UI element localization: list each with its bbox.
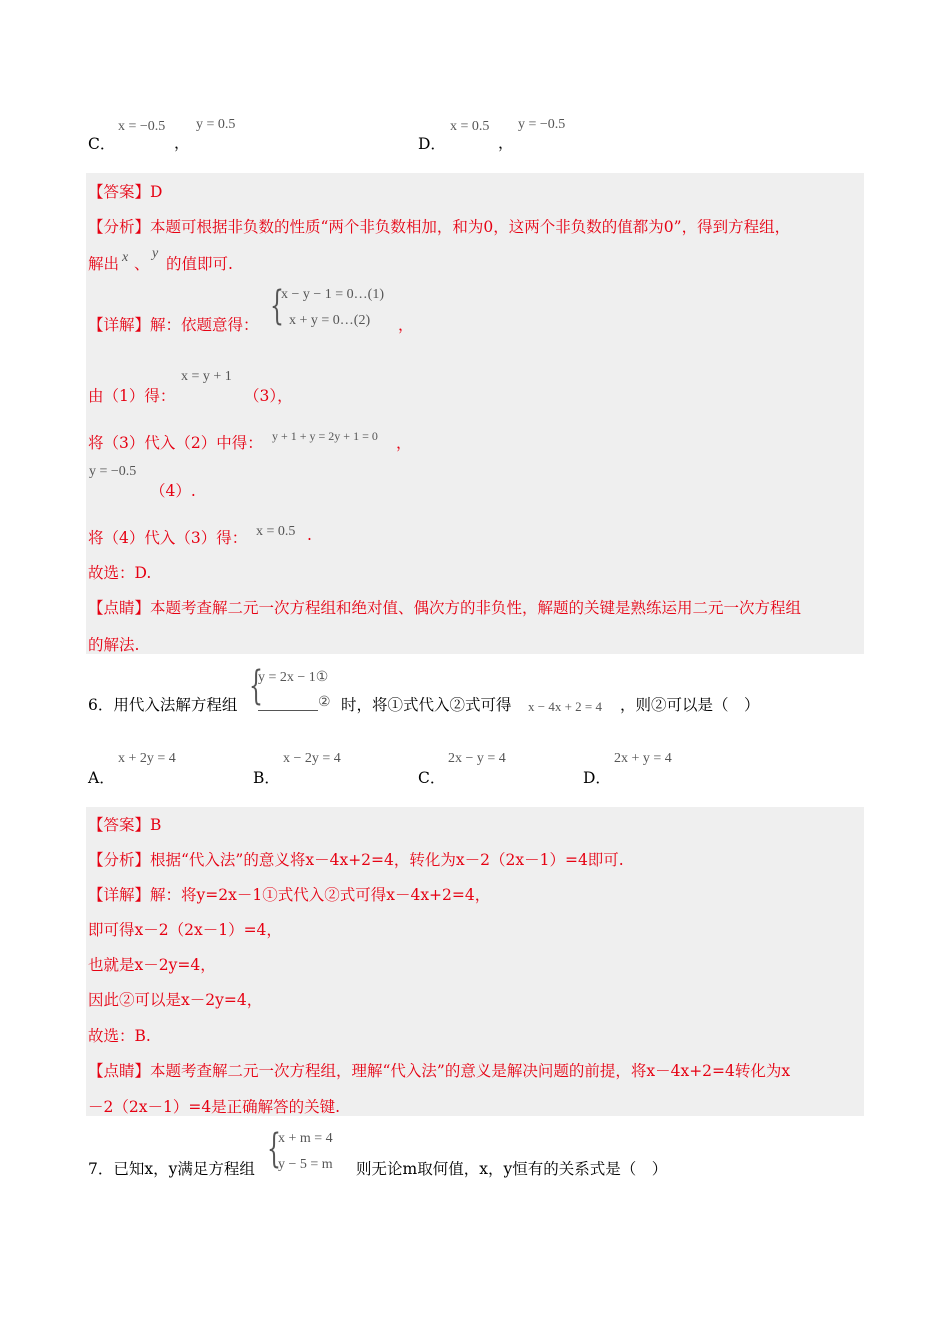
q5-step1-pre: 由（1）得：: [88, 387, 176, 405]
option-d-sep: ，: [498, 134, 514, 152]
q5-step1-post: （3），: [244, 387, 293, 405]
q6-option-d-math: 2x + y = 4: [614, 751, 672, 766]
q5-analysis-y: y: [152, 246, 159, 261]
q6-comment-line1: 【点睛】本题考查解二元一次方程组，理解“代入法”的意义是解决问题的前提，将x－4x+2=4转化为x: [88, 1062, 791, 1080]
q5-system-post: ，: [398, 316, 414, 334]
q7-system-eq2: y − 5 = m: [278, 1157, 333, 1172]
q5-detail-label: 【详解】解：依题意得：: [88, 316, 259, 334]
q5-step3-post: （4）.: [150, 482, 196, 500]
q5-step4-pre: 将（4）代入（3）得：: [88, 529, 248, 547]
q6-system-brace: {: [249, 663, 263, 709]
q6-option-a-label: A．: [88, 769, 115, 787]
q5-analysis-line2-post: 的值即可.: [166, 255, 233, 273]
q5-step2-math: y + 1 + y = 2y + 1 = 0: [272, 429, 378, 443]
q6-stem-post: ，则②可以是（ ）: [620, 696, 760, 714]
q6-stem-mid: 时，将①式代入②式可得: [341, 696, 512, 714]
q5-system-eq1: x − y − 1 = 0…(1): [281, 287, 385, 302]
q5-system-brace: {: [270, 283, 284, 329]
q6-detail4: 因此②可以是x－2y=4，: [88, 991, 263, 1009]
q5-step3-math: y = −0.5: [89, 464, 137, 479]
q7-stem-post: 则无论m取何值，x，y恒有的关系式是（ ）: [356, 1160, 668, 1178]
option-d-y: y = −0.5: [518, 117, 566, 132]
q5-step1-math: x = y + 1: [181, 369, 232, 384]
option-d-label: D．: [418, 135, 446, 153]
q6-stem-pre: 6．用代入法解方程组: [88, 696, 238, 714]
q5-comment-line1: 【点睛】本题考查解二元一次方程组和绝对值、偶次方的非负性，解题的关键是熟练运用二元一次方程组: [88, 599, 802, 617]
q5-analysis-x: x: [122, 250, 129, 265]
q6-detail2: 即可得x－2（2x－1）=4，: [88, 921, 282, 939]
q6-option-b-math: x − 2y = 4: [283, 751, 341, 766]
q6-detail1: 【详解】解：将y=2x－1①式代入②式可得x－4x+2=4，: [88, 886, 491, 904]
option-d-x: x = 0.5: [450, 119, 490, 134]
q6-system-eq2: ②: [258, 694, 331, 711]
q5-step2-pre: 将（3）代入（2）中得：: [88, 434, 263, 452]
q5-step4-post: .: [307, 526, 312, 544]
q6-option-c-math: 2x − y = 4: [448, 751, 506, 766]
q5-analysis-line2-pre: 解出: [88, 255, 120, 273]
q6-stem-math: x − 4x + 2 = 4: [528, 699, 602, 714]
option-c-sep: ，: [174, 134, 190, 152]
q7-system-eq1: x + m = 4: [278, 1131, 333, 1146]
q6-answer: 【答案】B: [88, 816, 162, 834]
q5-choose: 故选：D.: [88, 564, 152, 582]
q5-step2-post: ，: [396, 434, 412, 452]
q5-analysis-sep: 、: [134, 255, 150, 273]
q5-analysis-line1: 【分析】本题可根据非负数的性质“两个非负数相加，和为0，这两个非负数的值都为0”，得到方程组，: [88, 218, 791, 236]
q6-option-b-label: B．: [253, 769, 280, 787]
q6-option-d-label: D．: [583, 769, 611, 787]
q5-solution-box: [86, 173, 864, 654]
option-c-label: C．: [88, 135, 116, 153]
q5-step4-math: x = 0.5: [256, 524, 296, 539]
q5-answer: 【答案】D: [88, 183, 163, 201]
option-c-y: y = 0.5: [196, 117, 236, 132]
q6-system-eq1: y = 2x − 1①: [258, 670, 329, 685]
q5-system-eq2: x + y = 0…(2): [289, 313, 371, 328]
q7-stem-pre: 7．已知x，y满足方程组: [88, 1160, 255, 1178]
q6-option-c-label: C．: [418, 769, 446, 787]
option-c-x: x = −0.5: [118, 119, 166, 134]
q6-detail3: 也就是x－2y=4，: [88, 956, 216, 974]
q6-option-a-math: x + 2y = 4: [118, 751, 176, 766]
q6-analysis: 【分析】根据“代入法”的意义将x－4x+2=4，转化为x－2（2x－1）=4即可.: [88, 851, 624, 869]
q7-system-brace: {: [267, 1126, 281, 1172]
q6-blank: [258, 698, 318, 711]
q5-comment-line2: 的解法.: [88, 636, 140, 654]
q6-comment-line2: －2（2x－1）=4是正确解答的关键.: [88, 1098, 341, 1116]
q6-choose: 故选：B.: [88, 1027, 151, 1045]
